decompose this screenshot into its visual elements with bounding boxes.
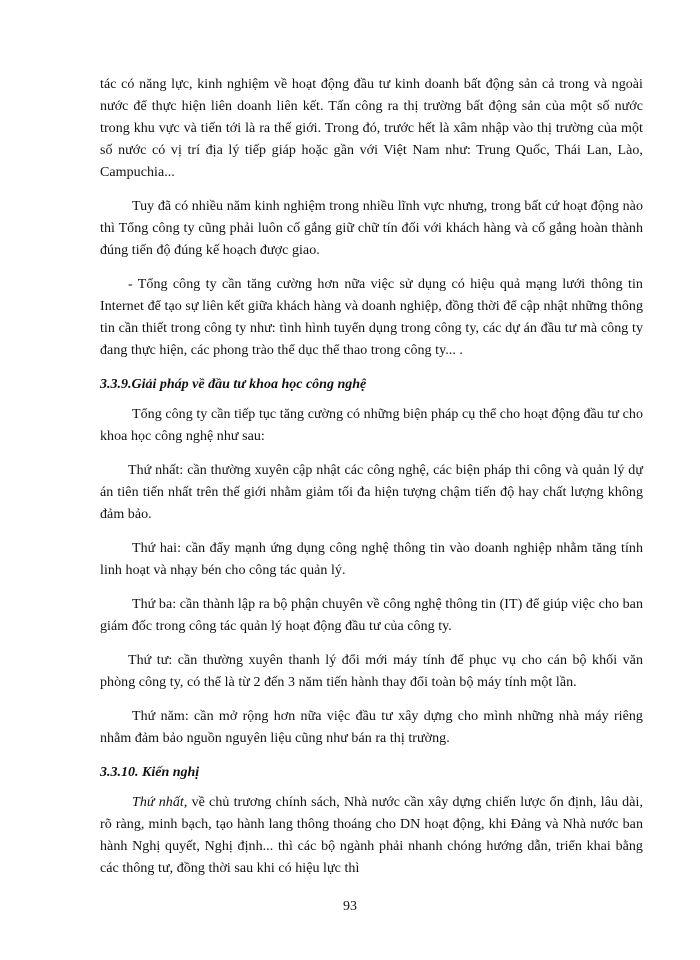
section-heading-recommendations: 3.3.10. Kiến nghị [100, 765, 200, 780]
paragraph-internet: - Tổng công ty cần tăng cường hơn nữa việc sử dụng có hiệu quả mạng lưới thông tin Internet để tạo sự liên kết giữa khách hàng và doanh nghiệp, đồng thời để cập nhật những thông tin cần thiết trong công ty như: tình hình tuyển dụng trong công ty, các dự án đầu tư mà công ty đang thực hiện, các phong trào thể dục thể thao trong công ty... . [100, 277, 643, 358]
paragraph-fifth-measure: Thứ năm: cần mở rộng hơn nữa việc đầu tư xây dựng cho mình những nhà máy riêng nhằm đảm bảo nguồn nguyên liệu cũng như bán ra thị trường. [100, 709, 643, 746]
paragraph-first-measure: Thứ nhất: cần thường xuyên cập nhật các công nghệ, các biện pháp thi công và quản lý dự án tiên tiến nhất trên thế giới nhằm giảm tối đa hiện tượng chậm tiến độ hay chất lượng không đảm bảo. [100, 463, 643, 522]
paragraph-technology-intro: Tổng công ty cần tiếp tục tăng cường có những biện pháp cụ thể cho hoạt động đầu tư cho khoa học công nghệ như sau: [100, 407, 643, 444]
paragraph-recommendation-first [100, 792, 643, 880]
page-number: 93 [343, 899, 357, 914]
paragraph-third-measure: Thứ ba: cần thành lập ra bộ phận chuyên về công nghệ thông tin (IT) để giúp việc cho ban giám đốc trong công tác quản lý hoạt động đầu tư của công ty. [100, 597, 643, 634]
paragraph-second-measure: Thứ hai: cần đẩy mạnh ứng dụng công nghệ thông tin vào doanh nghiệp nhằm tăng tính linh hoạt và nhạy bén cho công tác quản lý. [100, 541, 643, 578]
paragraph-experience: Tuy đã có nhiều năm kinh nghiệm trong nhiều lĩnh vực nhưng, trong bất cứ hoạt động nào thì Tổng công ty cũng phải luôn cố gắng giữ chữ tín đối với khách hàng và cố gắng hoàn thành đúng tiến độ đúng kế hoạch được giao. [100, 199, 643, 258]
recommendation-first-lead: Thứ nhất [132, 795, 184, 810]
section-heading-technology: 3.3.9.Giải pháp về đầu tư khoa học công nghệ [100, 377, 367, 392]
paragraph-continuation: tác có năng lực, kinh nghiệm về hoạt động đầu tư kinh doanh bất động sản cả trong và ngoài nước để thực hiện liên doanh liên kết. Tấn công ra thị trường bất động sản của một số nước trong khu vực và tiến tới là ra thế giới. Trong đó, trước hết là xâm nhập vào thị trường của một số nước có vị trí địa lý tiếp giáp hoặc gần với Việt Nam như: Trung Quốc, Thái Lan, Lào, Campuchia... [100, 77, 643, 180]
recommendation-first-text: , về chủ trương chính sách, Nhà nước cần xây dựng chiến lược ổn định, lâu dài, rõ ràng, minh bạch, tạo hành lang thông thoáng cho DN hoạt động, khi Đảng và Nhà nước ban hành Nghị quyết, Nghị định... thì các bộ ngành phải nhanh chóng hướng dẫn, triển khai bằng các thông tư, đồng thời sau khi có hiệu lực thì [100, 795, 643, 876]
paragraph-fourth-measure: Thứ tư: cần thường xuyên thanh lý đổi mới máy tính để phục vụ cho cán bộ khối văn phòng công ty, có thể là từ 2 đến 3 năm tiến hành thay đổi toàn bộ máy tính một lần. [100, 653, 643, 690]
document-page [100, 70, 643, 950]
